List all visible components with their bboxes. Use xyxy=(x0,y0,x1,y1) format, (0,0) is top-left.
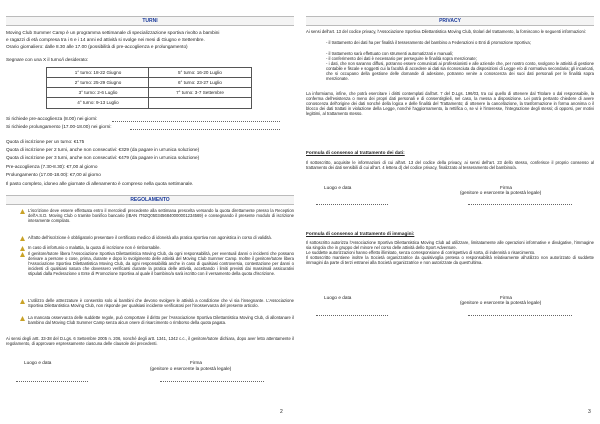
consent-images-title: Formula di consenso al trattamento di immagini: xyxy=(306,231,415,236)
prolungamento-field[interactable] xyxy=(130,129,280,130)
privacy-rights: La informiamo, infine, che potrà esercitare i diritti contemplati dall'art. 7 del D.Lgs. 196/03, tra cui quello di ottenere dal Titolare o dal responsabile, la conferma dell'esistenza o meno dei propri dati personali e di consentirglieli, nel caso, la messa a disposizione. Lei potrà pertanto chiedere di avere conoscenza dell'origine dei dati nonché della logica e delle finalità del Trattamento; di ottenere la cancellazione, la trasformazione in forma anonima o il blocco dei dati trattati in violazione della Legge, nonché l'aggiornamento, la rettifica o, se vi è l'interesse, l'integrazione degli stessi; di opporsi, per motivi legittimi, al trattamento stesso. xyxy=(306,91,594,116)
signature-field[interactable] xyxy=(468,204,572,205)
signature-sub: (genitore o esercente la potestà legale) xyxy=(150,366,232,371)
place-date-label: Luogo e data xyxy=(324,185,352,190)
preaccoglienza-request: Si richiede pre-accoglienza (8.00) nei giorni: xyxy=(6,116,98,121)
place-date-field[interactable] xyxy=(316,204,388,205)
signature-field[interactable] xyxy=(160,381,264,382)
privacy-item: - il trattamento sarà effettuato con strumenti automatizzati e manuali; xyxy=(326,51,454,56)
turni-table xyxy=(46,67,252,109)
turno-empty xyxy=(149,98,251,108)
page-number: 3 xyxy=(588,409,591,415)
consent-data-text: Il sottoscritto, acquisite le informazioni di cui all'art. 13 del codice della privacy, ai sensi dell'art. 23 dello stesso, conferisce il proprio consenso al trattamento dei dati sensibili di cui all'art. 4 lettera d) del codice privacy, finalizzato al tesseramento del bambino/a. xyxy=(306,160,594,170)
turno-option-1[interactable]: 1° turno: 18-22 Giugno xyxy=(74,70,122,75)
privacy-intro: Ai sensi dell'art. 13 del codice privacy, l'Associazione Sportiva Dilettantistica Moving Club, titolari del trattamento, la forniscono le seguenti informazioni: xyxy=(306,29,586,34)
turno-option-6[interactable]: 6° turno: 23-27 Luglio xyxy=(178,80,222,85)
bullet-icon xyxy=(20,252,25,257)
signature-sub: (genitore o esercente la potestà legale) xyxy=(460,300,542,305)
signature-field[interactable] xyxy=(468,315,572,316)
bullet-icon xyxy=(20,209,25,214)
bullet-icon xyxy=(20,316,25,321)
intro-line: Moving Club Summer Camp è un programma settimanale di specializzazione sportiva rivolto a bambini xyxy=(6,30,220,35)
privacy-title: PRIVACY xyxy=(306,16,594,26)
turni-title: TURNI xyxy=(6,16,294,26)
turno-option-5[interactable]: 5° turno: 16-20 Luglio xyxy=(178,70,222,75)
regolamento-title: REGOLAMENTO xyxy=(6,195,294,205)
price-line: Quota di iscrizione per 3 turni, anche non consecutivi: €479 (da pagare in un'unica soluzione) xyxy=(6,155,200,160)
rule-item: La mancata osservanza delle suddette regole, può comportare il diritto per l'Associazione Sportiva Dilettantistica Moving Club, di allontanare il bambino dal Moving Club Summer Camp senza alcun onere di risarcimento o rimborso della quota pagata. xyxy=(28,315,294,325)
intro-line: Orario giornaliero: dalle 8.30 alle 17.00 (possibilità di pre-accoglienza e prolungamento) xyxy=(6,44,188,49)
rule-item: L'iscrizione deve essere effettuata entro il mercoledì precedente alla settimana prescelta versando la quota direttamente presso la Reception dell'A.S.D. Moving Club o tramite bonifico bancario (IBAN IT62Q0503456840000001234569) e consegnando il presente modulo di iscrizione interamente compilato. xyxy=(28,208,294,223)
right-page xyxy=(300,0,600,424)
privacy-item: - i dati, che non saranno diffusi, potranno essere comunicati ai professionisti e alle aziende che, per nostro conto, svolgono le attività di gestione contabile e fiscale e soggetti cui la facoltà di accedere ai dati sia riconosciuta da disposizioni di Legge e/o di normativa secondaria; gli incaricati, che si occupano della gestione delle domande di adesione, potranno venire a conoscenza dei suoi dati personali per le finalità sopra menzionate. xyxy=(326,61,594,81)
bullet-icon xyxy=(20,246,25,251)
rule-item: In caso di infortunio o malattia, la quota di iscrizione non è rimborsabile. xyxy=(28,245,161,250)
intro-line: e ragazzi di età compresa tra i 6 e i 14 anni ed attività si svolge nei mesi di Giugno e Settembre. xyxy=(6,37,205,42)
prolungamento-request: Si richiede prolungamento (17.00-18.00) nei giorni: xyxy=(6,124,112,129)
bullet-icon xyxy=(20,236,25,241)
price-line: Quota di iscrizione per 2 turni, anche non consecutivi: €329 (da pagare in un'unica soluzione) xyxy=(6,147,200,152)
bullet-icon xyxy=(20,299,25,304)
price-line: Pre-accoglienza (7.30-8.30): €7,00 al giorno xyxy=(6,164,98,169)
page-number: 2 xyxy=(280,409,283,415)
turno-option-4[interactable]: 4° turno: 9-13 Luglio xyxy=(77,100,119,105)
turno-option-3[interactable]: 3° turno: 2-6 Luglio xyxy=(78,90,118,95)
privacy-item: - il conferimento dei dati è necessario per perseguire le finalità sopra menzionate; xyxy=(326,56,477,61)
price-line: Quota di iscrizione per un turno: €175 xyxy=(6,139,85,144)
place-date-label: Luogo e data xyxy=(324,295,352,300)
rule-item: Il genitore/tutore libera l'Associazione Sportiva Dilettantistica Moving Club, da ogni responsabilità, per eventuali danni o incidenti che possano derivare a persone o cose, prima, durante e dopo lo svolgimento delle attività del Moving Club Summer Camp. Inoltre il genitore/tutore libera l'Associazione Sportiva Dilettantistica Moving Club, da ogni responsabilità anche in caso di qualsiasi controversia, contestazione per danni o incidenti di qualsiasi natura che dovessero verificarsi durante la pratica delle attività, accettando i limiti previsti dai massimali assicurativi stipulati dalla Federazione o Ente di Promozione Sportiva al quale il bambino/a sarà iscritto con il versamento della quota d'iscrizione. xyxy=(28,251,294,276)
consent-images-text: Il sottoscritto autorizza l'Associazione Sportiva Dilettantistica Moving Club ad utilizzare, limitatamente alle operazioni informative e divulgative, l'immagine sia singola che in gruppo del minore nel corso delle attività dello Sport Adventure. Le suddette autorizzazioni hanno effetto illimitato, senza corresponsione di corrispettivo di sorta, di indennità o risarcimento. Il sottoscritto mantiene inoltre la Società organizzatrice da qualsivoglia pretesa o responsabilità relativamente all'utilizzo non autorizzato di suddette immagini da parte di terzi estranei alla Società organizzatrice e non autorizzate da quest'ultima. xyxy=(306,240,594,265)
place-date-field[interactable] xyxy=(16,381,88,382)
place-date-label: Luogo e data xyxy=(24,360,52,365)
preaccoglienza-field[interactable] xyxy=(112,121,280,122)
consent-data-title: Formula di consenso al trattamento dei dati: xyxy=(306,150,405,155)
turno-option-2[interactable]: 2° turno: 25-29 Giugno xyxy=(74,80,122,85)
privacy-item: - il trattamento dei dati ha per finalità il tesseramento del bambino a Federazioni o Enti di promozione Sportiva; xyxy=(326,40,531,45)
rule-item: L'utilizzo delle attrezzature è consentito solo ai bambini che devono svolgere le attività a condizione che vi sia l'insegnante. L'Associazione Sportiva Dilettantistica Moving Club, non risponde per qualsiasi incidente verificatosi per l'inosservanza del presente articolo. xyxy=(28,298,294,308)
price-line: Prolungamento (17.00-18.00): €7,00 al giorno xyxy=(6,172,101,177)
turni-prompt: Segnare con una X il turno/i desiderato: xyxy=(6,57,89,62)
legal-clause: Ai sensi degli artt. 33-38 del D.Lgs. 6 Settembre 2005 n. 206, nonché degli artt. 1341, 1342 c.c., il genitore/tutore dichiara, dopo aver letto attentamente il regolamento, di approvare espressamente ciascuna delle clausole dei precedenti. xyxy=(6,336,294,346)
signature-label: Firma xyxy=(500,295,512,300)
rule-item: All'atto dell'iscrizione è obbligatorio presentare il certificato medico di idoneità alla pratica sportiva non agonistica in corso di validità. xyxy=(28,235,272,240)
signature-sub: (genitore o esercente la potestà legale) xyxy=(460,190,542,195)
turno-option-7[interactable]: 7° turno: 3-7 Settembre xyxy=(176,90,224,95)
signature-label: Firma xyxy=(190,360,202,365)
price-note: Il pasto completo, idoneo alle giornate di allenamento è compreso nella quota settimanale. xyxy=(6,181,194,186)
signature-label: Firma xyxy=(500,185,512,190)
place-date-field[interactable] xyxy=(316,315,388,316)
